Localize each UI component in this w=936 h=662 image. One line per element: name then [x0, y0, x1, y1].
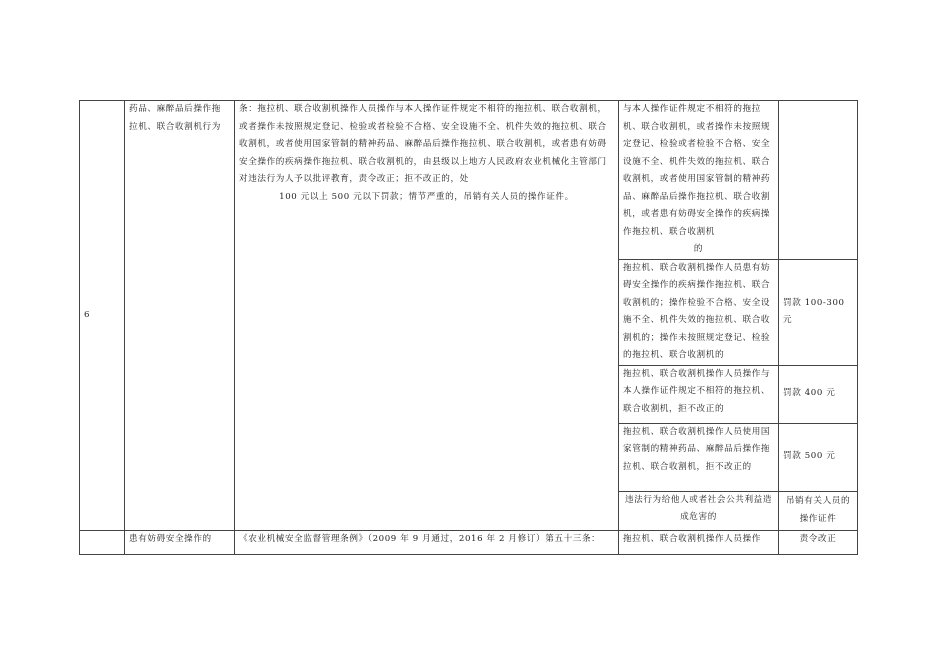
condition-text: 拖拉机、联合收割机操作人员操作与本人操作证件规定不相符的拖拉机、联合收割机，拒不改正的: [623, 368, 771, 414]
table-row: [80, 101, 858, 260]
violation-category-cell: [125, 530, 235, 554]
penalty-cell: [779, 365, 858, 423]
violation-category: 患有妨碍安全操作的: [129, 533, 212, 544]
row-number: 6: [84, 309, 90, 320]
condition-text: 拖拉机、联合收割机操作人员操作: [623, 533, 761, 544]
condition-text: 违法行为给他人或者社会公共利益造成危害的: [624, 494, 773, 522]
penalty-cell: [779, 101, 858, 260]
penalty-text: 罚款 100-300 元: [783, 297, 845, 325]
violation-category: 药品、麻醉品后操作拖拉机、联合收割机行为: [129, 104, 221, 132]
penalty-cell: [779, 491, 858, 530]
condition-text: 拖拉机、联合收割机操作人员使用国家管制的精神药品、麻醉品后操作拖拉机、联合收割机，拒不改正的: [623, 426, 771, 472]
condition-cell: [619, 101, 779, 260]
penalty-text: 吊销有关人员的操作证件: [785, 496, 851, 524]
condition-cell: [619, 530, 779, 554]
legal-basis-text: 《农业机械安全监督管理条例》（2009 年 9 月通过，2016 年 2 月修订）第五十三条：: [239, 533, 601, 544]
condition-text-tail: 的: [693, 244, 704, 254]
condition-text: 拖拉机、联合收割机操作人员患有妨碍安全操作的疾病操作拖拉机、联合收割机的；操作检验不合格、安全设施不全、机件失效的拖拉机、联合收割机的；操作未按照规定登记、检验的拖拉机、联合收割机的: [623, 262, 771, 360]
legal-basis-cell: [235, 101, 619, 531]
penalty-cell: [779, 423, 858, 491]
penalty-text: 罚款 400 元: [783, 388, 836, 399]
penalty-text: 罚款 500 元: [783, 451, 836, 462]
regulation-table: [79, 100, 858, 555]
penalty-cell: [779, 530, 858, 554]
condition-cell: [619, 491, 779, 530]
row-number-cell: [80, 101, 125, 531]
condition-cell: [619, 259, 779, 365]
penalty-cell: [779, 259, 858, 365]
violation-category-cell: [125, 101, 235, 531]
condition-cell: [619, 365, 779, 423]
table-row: [80, 530, 858, 554]
legal-basis-cell: [235, 530, 619, 554]
condition-cell: [619, 423, 779, 491]
row-number-cell: [80, 530, 125, 554]
penalty-text: 责令改正: [799, 533, 837, 544]
legal-basis-text: 条：拖拉机、联合收割机操作人员操作与本人操作证件规定不相符的拖拉机、联合收割机，或者操作未按照规定登记、检验或者检验不合格、安全设施不全、机件失效的拖拉机、联合收割机，或者使用国家管制的精神药品、麻醉品后操作拖拉机、联合收割机，或者患有妨碍安全操作的疾病操作拖拉机、联合收割机的，由县级以上地方人民政府农业机械化主管部门对违法行为人予以批评教育，责令改正；拒不改正的，处: [239, 104, 607, 184]
condition-text: 与本人操作证件规定不相符的拖拉机、联合收割机，或者操作未按照规定登记、检验或者检验不合格、安全设施不全、机件失效的拖拉机、联合收割机，或者使用国家管制的精神药品、麻醉品后操作拖拉机、联合收割机，或者患有妨碍安全操作的疾病操作拖拉机、联合收割机: [623, 104, 771, 237]
legal-basis-text-end: 100 元以上 500 元以下罚款；情节严重的，吊销有关人员的操作证件。: [279, 191, 574, 202]
